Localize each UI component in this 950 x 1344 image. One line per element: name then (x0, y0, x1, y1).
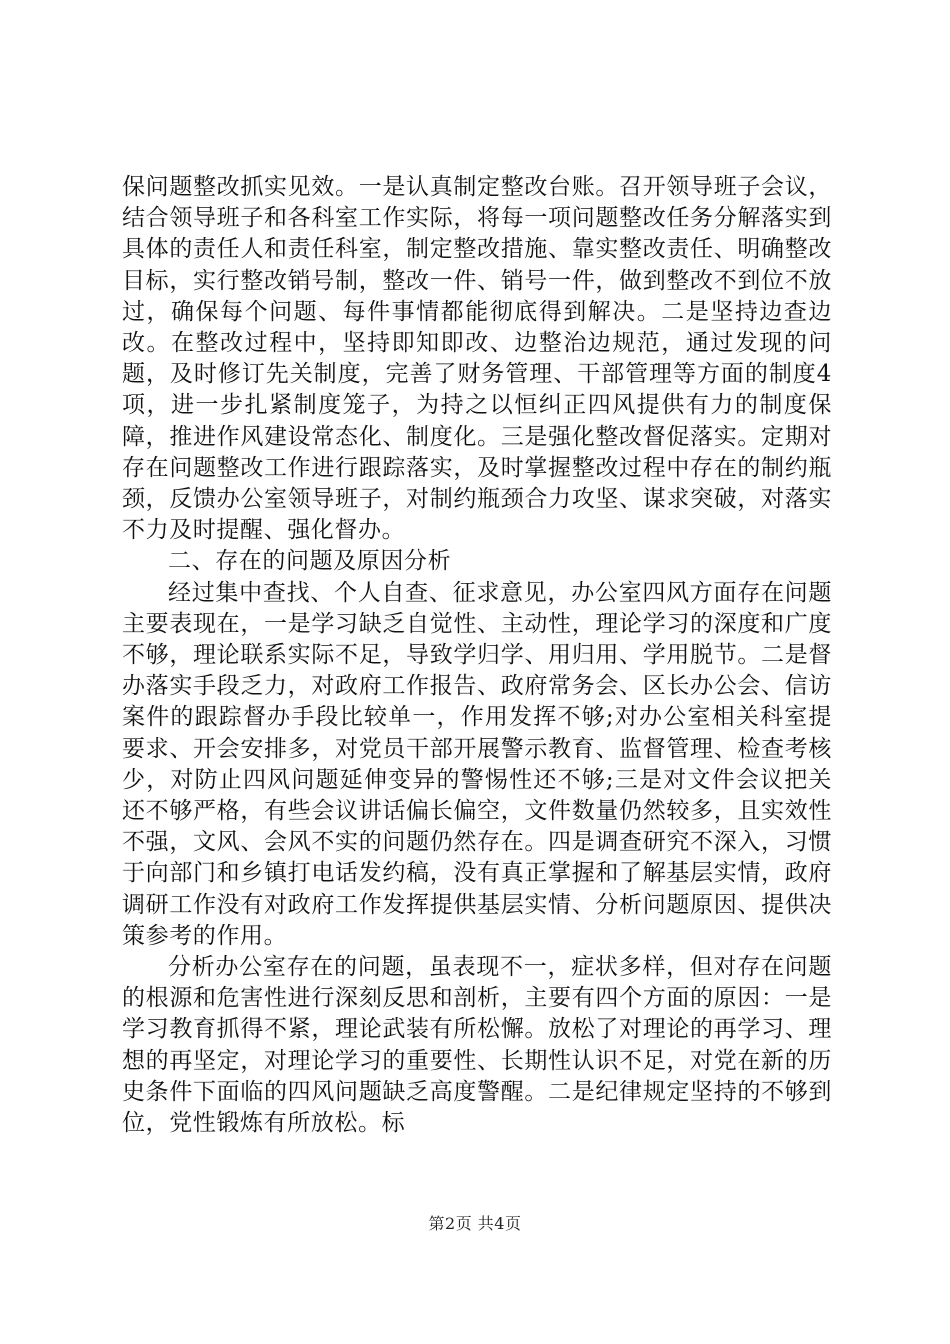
paragraph-rectification: 保问题整改抓实见效。一是认真制定整改台账。召开领导班子会议，结合领导班子和各科室工作实际，将每一项问题整改任务分解落实到具体的责任人和责任科室，制定整改措施、靠实整改责任、明确整改目标，实行整改销号制，整改一件、销号一件，做到整改不到位不放过，确保每个问题、每件事情都能彻底得到解决。二是坚持边查边改。在整改过程中，坚持即知即改、边整治边规范，通过发现的问题，及时修订先关制度，完善了财务管理、干部管理等方面的制度4项，进一步扎紧制度笼子，为持之以恒纠正四风提供有力的制度保障，推进作风建设常态化、制度化。三是强化整改督促落实。定期对存在问题整改工作进行跟踪落实，及时掌握整改过程中存在的制约瓶颈，反馈办公室领导班子，对制约瓶颈合力攻坚、谋求突破，对落实不力及时提醒、强化督办。 (122, 174, 832, 544)
paragraph-problems: 经过集中查找、个人自查、征求意见，办公室四风方面存在问题主要表现在，一是学习缺乏自觉性、主动性，理论学习的深度和广度不够，理论联系实际不足，导致学归学、用归用、学用脱节。二是督办落实手段乏力，对政府工作报告、政府常务会、区长办公会、信访案件的跟踪督办手段比较单一，作用发挥不够;对办公室相关科室提要求、开会安排多，对党员干部开展警示教育、监督管理、检查考核少，对防止四风问题延伸变异的警惕性还不够;三是对文件会议把关还不够严格，有些会议讲话偏长偏空，文件数量仍然较多，且实效性不强，文风、会风不实的问题仍然存在。四是调查研究不深入，习惯于向部门和乡镇打电话发约稿，没有真正掌握和了解基层实情，政府调研工作没有对政府工作发挥提供基层实情、分析问题原因、提供决策参考的作用。 (122, 579, 832, 949)
paragraph-causes: 分析办公室存在的问题，虽表现不一，症状多样，但对存在问题的根源和危害性进行深刻反思和剖析，主要有四个方面的原因：一是学习教育抓得不紧，理论武装有所松懈。放松了对理论的再学习、理想的再坚定，对理论学习的重要性、长期性认识不足，对党在新的历史条件下面临的四风问题缺乏高度警醒。二是纪律规定坚持的不够到位，党性锻炼有所放松。标 (122, 954, 832, 1137)
section-heading: 二、存在的问题及原因分析 (168, 548, 452, 575)
document-body (122, 172, 832, 1139)
page-number-footer: 第2页 共4页 (428, 1214, 522, 1233)
